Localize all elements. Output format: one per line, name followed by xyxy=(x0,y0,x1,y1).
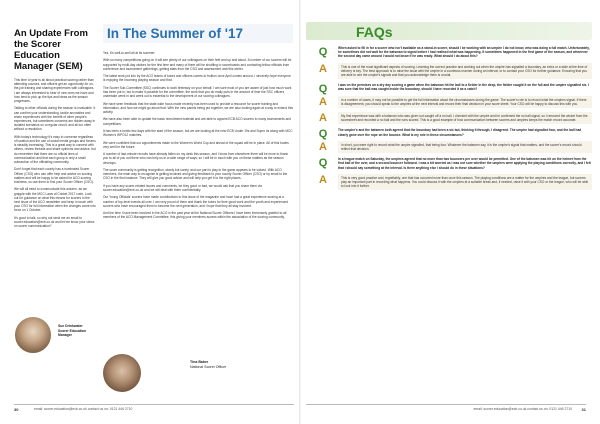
sidebar-paragraph: This time of year is all about practical scoring rather than attending courses, and officers get an opportunity for on-the-job training and sharing experiences with colleagues. I am always interested to hear of new ones we have and how best to pick up the tips and ideas as the season progresses. xyxy=(14,78,95,104)
nso-name: Tina Baker xyxy=(190,360,209,364)
answer-badge: A xyxy=(319,62,327,75)
sem-role-line-1: Scorer Education xyxy=(58,328,87,333)
answer-text: In a number of cases, it may not be possible to get the full information about the circumstances during the game. The scorer's role is to record what the umpires signal. If there is disagreement, you should speak to the umpires at the next interval and record their final decision in your score sheet. Your CSO will be happy to discuss this with you. xyxy=(338,96,592,108)
article-paragraph: We have also been able to update the basic recruitment material and are able to appoint ECB ACO scorers to many tournaments and competitions. xyxy=(103,117,291,126)
answer-badge: A xyxy=(319,173,327,186)
footer-contact-right: email: scorer.education@ecb.co.uk contact us on: 0121 446 2710 xyxy=(473,407,572,412)
sidebar-paragraph: We will all need to communicate this autumn, as we grapple with the MCC Laws of Cricket 2017 code. Look out for guidance on what this means for scorers in the next issue of the ACO newsletter and keep in touch with your CSO for full information when the changes come into force on 1 October. xyxy=(14,187,96,213)
answer-badge: A xyxy=(319,95,327,108)
faq-question xyxy=(306,128,592,141)
article-paragraph: We were confident that our appointments made to the Women's World Cup and ahead of the squad will be in place. All of this bodes very well for the future. xyxy=(103,140,289,149)
sidebar-body xyxy=(14,78,96,228)
question-badge: Q xyxy=(318,157,328,170)
sidebar-paragraph: Don't forget that each county has a nominated Scorer Officer (CSO) who can offer help and advice on scoring matters and will be happy to be asked for ACO scoring business, so use them to find your Scorer Officer (CSO). xyxy=(14,167,94,185)
question-text: The umpire's and the batsmen both agreed that the boundary had been a six but, thinking it through, I disagreed. The umpire had signalled four, and the ball had clearly gone over the rope on the bounce. What is my role in these circumstances? xyxy=(338,128,582,137)
nso-portrait-photo xyxy=(103,354,141,392)
sem-name: Sue Drinkwater xyxy=(58,324,83,328)
answer-badge: A xyxy=(319,112,327,125)
article-paragraph: If you have any scorer-related issues and comments, be they good or bad, we would ask that you share them via scorer.education@ecb.co.uk and we will deal with them confidentially. xyxy=(103,183,262,192)
article-signature xyxy=(190,360,270,370)
answer-text: This is one of the most significant aspects of scoring. Learning the correct practice and working out when the umpire has signalled a boundary, an extra or a wide at the time of delivery is key. The best approach is to raise the issue with the umpire in a courteous manner during an interval, or to contact your CSO for further guidance. Ensuring that you are able to see the umpire's signals and that you acknowledge them is crucial. xyxy=(338,63,592,80)
left-footer xyxy=(14,404,294,412)
article-body xyxy=(103,51,293,220)
question-badge: Q xyxy=(318,83,328,96)
article-paragraph: Yes, it's well-to-well all at its summer. xyxy=(103,51,156,55)
article-paragraph: We have seen feedback that the state-wide focus made recently has been used to provide a resource for scorer training and information, and how we might go about that. With the new panels being put together, we are also looking again at a way to extend this activity. xyxy=(103,101,293,114)
question-badge: Q xyxy=(318,46,328,58)
article-paragraph: The latest work put into by the ACO teams of tutors and officers comes to fruition once April comes around. I sincerely hope everyone is enjoying the incoming playing season and that. xyxy=(103,74,291,83)
faq-banner xyxy=(306,22,592,40)
faq-question xyxy=(306,157,592,170)
answer-badge: A xyxy=(319,140,327,153)
summer-article xyxy=(103,24,293,223)
page-fold xyxy=(299,0,301,424)
sidebar-title: An Update From the Scorer Education Manager (SEM) xyxy=(14,28,88,72)
article-paragraph: And the time I have been involved in the ACO in the past year at the National Scorer Officers I have been immensely grateful to all members of the ACO Management Committee, this giving your members access within the association of the scoring community. xyxy=(103,211,287,220)
article-paragraph: A number of last-minute recruits have already fallen on my desk this season, and I know from elsewhere there will be more to thank you to all of you out there who can help us in a wide range of ways, so I will be in touch with you on these matters as the season develops. xyxy=(103,152,288,165)
faq-answer xyxy=(306,174,592,191)
sidebar-paragraph: With today's technology it's easy to converse regardless of location and the use of social media groups and forums is steadily increasing. This is a great way to connect with others, review threads and share opinions and advice, but do remember that there are no official lines of communication and that each group is only a small subsection of the officiating community. xyxy=(14,134,96,165)
article-paragraph: Our Young Officials' scorers have made contributions to this issue of the magazine and have had a great experience scoring at a number of top-level events all over. I am very proud of them and thank the tutors for their good work and the youth and experienced scorers who have encouraged them to become the next generation, and I hope that they all stay involved. xyxy=(103,195,288,208)
faq-answer xyxy=(306,63,592,80)
sidebar-paragraph: Talking to other officials during the season is invaluable. It can confirm your understanding, tackle anomalies and share experiences with the benefit of other people's experiences, but sometimes concerns are hidden away in isolated scenarios on a regular circuit, and all too often without a resolution. xyxy=(14,106,96,132)
faq-question xyxy=(306,83,592,96)
answer-text: In short, you were right to record what the umpire signalled, that being four. Whatever the batsmen say, it is the umpire's signal that matters, and the scorer's record should reflect that decision. xyxy=(338,141,592,153)
article-title: In The Summer of '17 xyxy=(103,24,293,43)
answer-text: My first experience was with a batsman who was given out caught off a no ball. I checked with the umpire and he confirmed the no ball signal, so I removed the wicket from the scoresheet and recorded a no ball and the runs scored. This is a good example of how communication between scorers and umpires keeps the match record accurate. xyxy=(338,112,592,124)
sem-update-column xyxy=(14,28,96,232)
sem-photo-block xyxy=(14,316,96,356)
article-paragraph: With so many competitions going on it will see plenty of our colleagues on their feet and up and about. A number of our scorers will be supported by multi-day visitors for the first time and many of them will be shuttling to scoreboards and contacting fellow officials from conference and tournament gatherings, getting stats from the CSO and assessment visit this winter. xyxy=(103,58,292,71)
faq-answer xyxy=(306,96,592,108)
question-badge: Q xyxy=(318,128,328,141)
faq-title: FAQs xyxy=(356,24,393,40)
sidebar-paragraph: It's good to talk, so why not send me an email to scorer.education@ecb.co.uk and let me know your views on scorer communication? xyxy=(14,215,95,229)
nso-role: National Scorer Officer xyxy=(190,365,227,369)
page-number-right: 31 xyxy=(581,407,586,412)
faq-answer xyxy=(306,112,592,124)
answer-text: This is very good practice and, regrettably, one that has occurred more than once this season. The playing conditions are a matter for the umpires and the league, but scorers play an important part in recording what happens. You could discuss it with the umpires at a suitable break and, if needed, raise it with your CSO or the league, who will be able to look into it further. xyxy=(338,174,592,191)
sem-signature xyxy=(58,324,98,338)
right-footer xyxy=(306,404,586,412)
faq-list xyxy=(306,46,592,194)
question-text: In a league match on Saturday, the umpires agreed that no more than two bouncers per over would be permitted. One of the batsmen was hit on the helmet from the first ball of the over, and a second bouncer followed. I was a bit worried as I was not sure whether the umpires were applying the playing conditions correctly, and I felt that I should say something at the interval. Is there anything else I should do in these situations? xyxy=(338,157,591,170)
page-number-left: 30 xyxy=(14,407,19,412)
article-paragraph: The score community is getting recognition, slowly but surely, and our part to play in the game appears to be valued. With ACO members, the main way to recognise is getting involved and giving feedback to your county Scorer Officer (CSO) or by email to the CSO in the first instance. They will give you good advice and will help you get it to the right places. xyxy=(103,167,288,181)
faq-answer xyxy=(306,141,592,153)
sem-portrait-photo xyxy=(14,316,52,354)
article-paragraph: The Scorer Sub-Committee (SSC) continues to work tirelessly on your behalf. I am sure most of you are aware of just how much work has been put in, but to make it possible for the committee, the work that you do really puts in the amount of time the SSC officers undertake week in and week out is essential to the development of our scoring colleagues. xyxy=(103,85,292,99)
sem-role-line-2: Manager xyxy=(58,333,72,338)
article-paragraph: It has been a hectic few days with the start of the season, but we are looking at the new ECB Under 19s and Super 4s along with MCC Women's WPO12 matches. xyxy=(103,128,293,138)
footer-contact-left: email: scorer.education@ecb.co.uk contact us on: 0121 446 2710 xyxy=(34,407,133,412)
faq-question xyxy=(306,46,592,59)
question-text: When asked to fill in for a scorer who isn't available as a stand-in scorer, should I be working with an umpire I do not know, who was doing a full match. Unfortunately, he sometimes did not wait for the batsman to signal before I had realised what was happening. It sometimes happened in the first game of the season, and whenever the second day came around I would not know if he was ready. What should I do about this? xyxy=(338,46,590,59)
question-text: I was on the premises on a dry day scoring a game when the batsman hit the ball to a fielder in the deep, the fielder caught it on the full and the umpire signalled six. I was sure that the ball was caught inside the boundary, should I have recorded it as a catch? xyxy=(338,83,589,92)
